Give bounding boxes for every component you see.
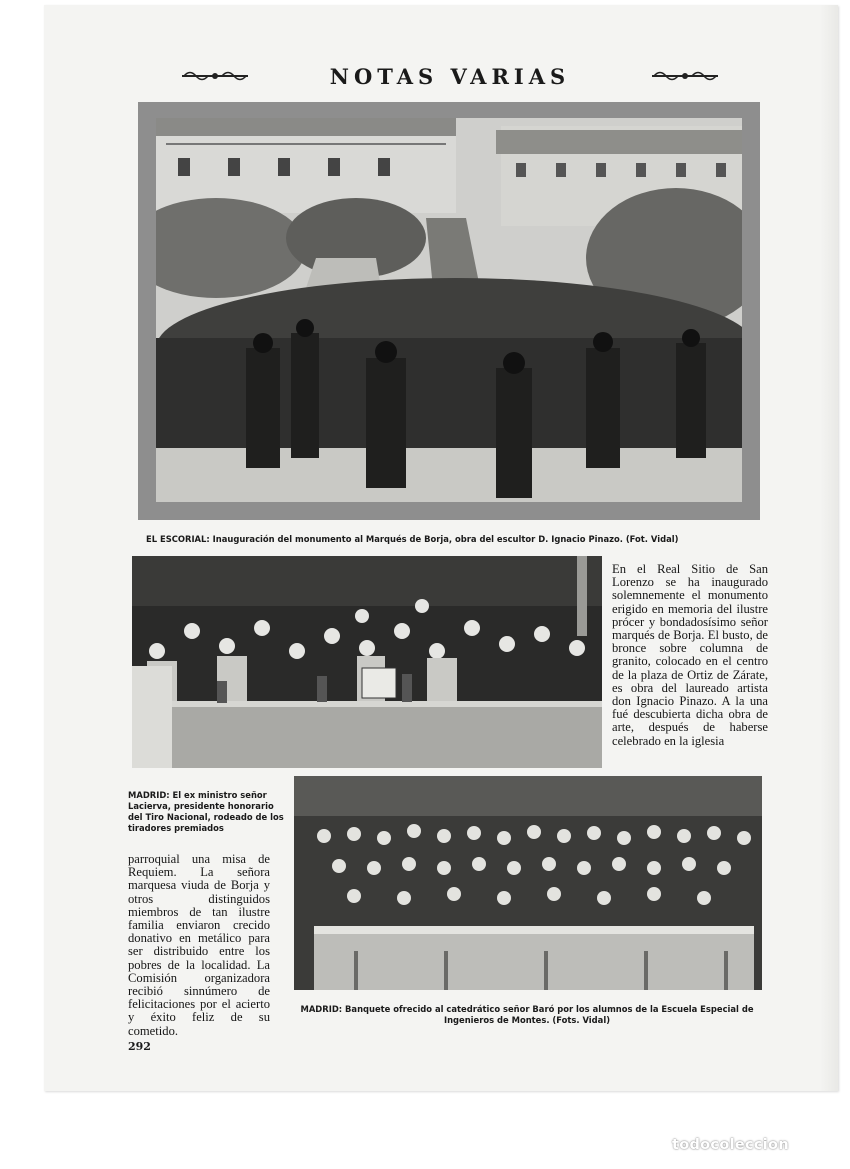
banquet-photo (294, 776, 762, 990)
escorial-monument-photo (156, 118, 742, 502)
page-title: NOTAS VARIAS (329, 63, 571, 89)
article-text-part1: En el Real Sitio de San Lorenzo se ha inaugurado solemnemente el monumento erigido en memoria del ilustre prócer y bondadosísimo señor marqués de Borja. El busto, de bronce sobre columna de granito, colocado en el centro de la plaza de Ortiz de Zárate, es obra del laureado artista don Ignacio Pinazo. A la una fué descubierta dicha obra de arte, después de haberse celebrado en la iglesia (612, 562, 768, 748)
escorial-caption: EL ESCORIAL: Inauguración del monumento al Marqués de Borja, obra del escultor D. Ignacio Pinazo. (Fot. Vidal) (146, 534, 679, 544)
left-ornament-icon (180, 69, 250, 83)
page-edge (820, 5, 838, 1091)
page-number: 292 (128, 1040, 151, 1053)
right-ornament-icon (650, 69, 720, 83)
page-header (180, 62, 720, 90)
watermark: todocoleccion (672, 1137, 789, 1153)
article-text-part2: parroquial una misa de Requiem. La señora marquesa viuda de Borja y otros distinguidos miembros de tan ilustre familia enviaron crecido donativo en metálico para ser distribuido entre los pobres de la localidad. La Comisión organizadora recibió sinnúmero de felicitaciones por el acierto y éxito feliz de su cometido. (128, 852, 270, 1038)
banquet-caption: MADRID: Banquete ofrecido al catedrático señor Baró por los alumnos de la Escuela Especial de Ingenieros de Montes. (Fots. Vidal) (300, 1004, 754, 1025)
lacierva-caption: MADRID: El ex ministro señor Lacierva, presidente honorario del Tiro Nacional, rodeado de los tiradores premiados (128, 790, 284, 833)
lacierva-group-photo (132, 556, 602, 768)
